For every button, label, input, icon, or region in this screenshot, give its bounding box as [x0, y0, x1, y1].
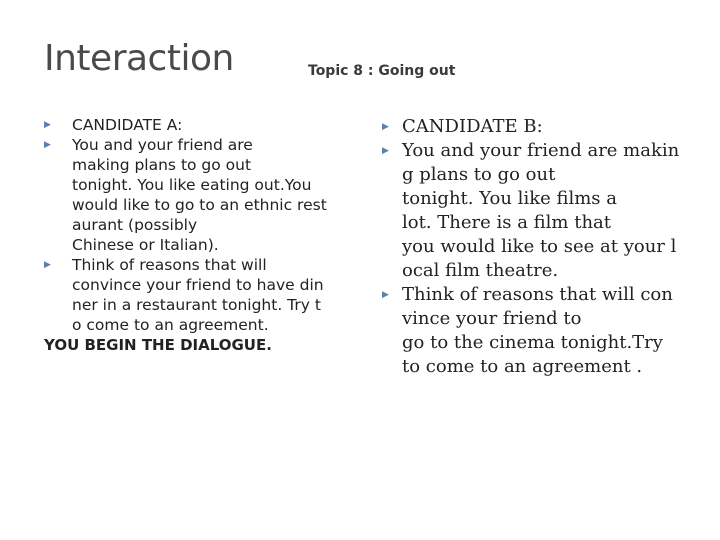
bullet-text-line: CANDIDATE B: — [402, 116, 543, 137]
bullet-text-line: tonight. You like eating out.You — [72, 176, 312, 194]
bullet-arrow-icon: ▶ — [44, 140, 51, 150]
candidate-b-bullet-1 — [382, 115, 682, 139]
candidate-b-bullet-2 — [382, 139, 682, 283]
bullet-text-line: go to the cinema tonight.Try — [402, 332, 663, 353]
candidate-b-bullet-3 — [382, 283, 682, 379]
bullet-text-line: tonight. You like films a — [402, 188, 617, 209]
bullet-arrow-icon: ▶ — [44, 120, 51, 130]
bullet-text-line: you would like to see at your l — [402, 236, 677, 257]
closing-instruction: YOU BEGIN THE DIALOGUE. — [44, 336, 272, 354]
bullet-text-line: would like to go to an ethnic rest — [72, 196, 327, 214]
bullet-text-line: Think of reasons that will — [72, 256, 267, 274]
bullet-text-line: to come to an agreement . — [402, 356, 643, 377]
bullet-text-line: CANDIDATE A: — [72, 116, 183, 134]
candidate-a-bullet-3 — [44, 255, 354, 335]
bullet-arrow-icon: ▶ — [382, 122, 389, 132]
bullet-text-line: convince your friend to have din — [72, 276, 324, 294]
bullet-text-line: ner in a restaurant tonight. Try t — [72, 296, 321, 314]
bullet-text-line: Think of reasons that will con — [402, 284, 673, 305]
bullet-arrow-icon: ▶ — [382, 146, 389, 156]
candidate-a-bullet-2 — [44, 135, 354, 255]
page-title: Interaction — [44, 38, 234, 79]
bullet-text-line: Chinese or Italian). — [72, 236, 219, 254]
bullet-text-line: You and your friend are makin — [402, 140, 680, 161]
candidate-b-column — [382, 115, 682, 379]
bullet-text-line: g plans to go out — [402, 164, 556, 185]
bullet-arrow-icon: ▶ — [44, 260, 51, 270]
bullet-arrow-icon: ▶ — [382, 290, 389, 300]
bullet-text-line: making plans to go out — [72, 156, 252, 174]
bullet-text-line: o come to an agreement. — [72, 316, 269, 334]
topic-heading: Topic 8 : Going out — [308, 63, 456, 79]
bullet-text-line: ocal film theatre. — [402, 260, 559, 281]
candidate-a-bullet-1 — [44, 115, 354, 135]
bullet-text-line: You and your friend are — [72, 136, 253, 154]
candidate-a-column — [44, 115, 354, 355]
bullet-text-line: aurant (possibly — [72, 216, 198, 234]
bullet-text-line: lot. There is a film that — [402, 212, 612, 233]
bullet-text-line: vince your friend to — [402, 308, 582, 329]
